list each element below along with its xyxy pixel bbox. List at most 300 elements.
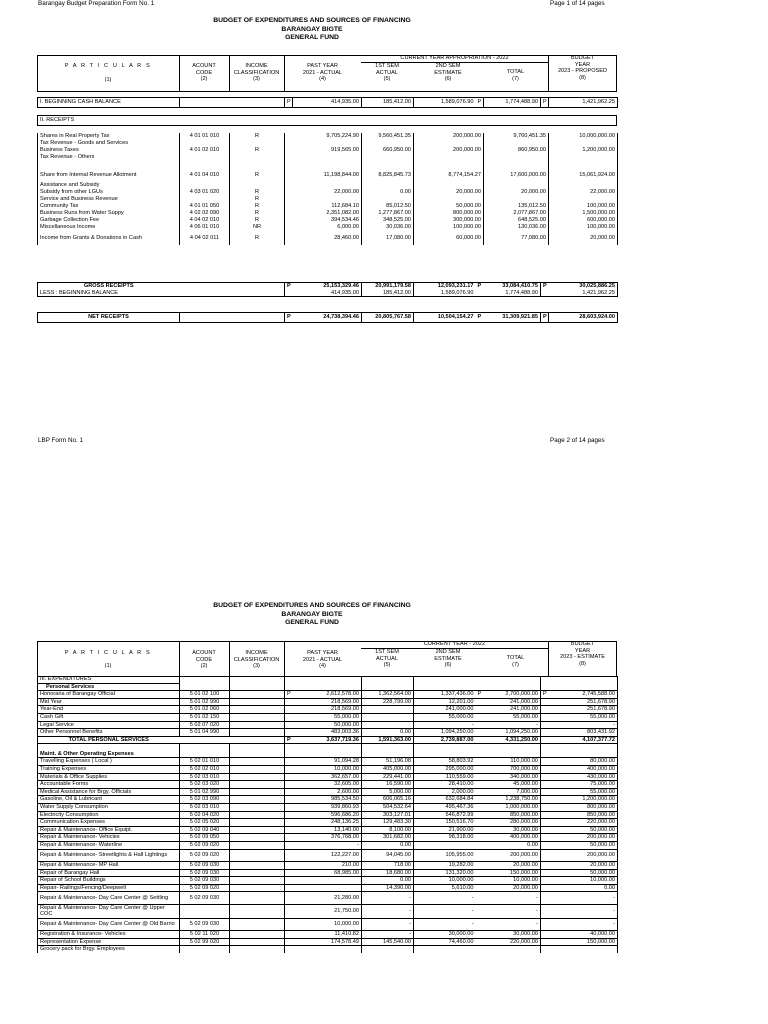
cell-cls — [230, 182, 285, 189]
peso-sign — [476, 773, 484, 781]
cell-total: 110,000.00 — [484, 758, 541, 766]
empty-cell — [38, 744, 180, 751]
cell-code: 5 02 02 010 — [180, 766, 230, 774]
cell-sem2: 12,201.00 — [414, 698, 476, 706]
cell-sem1: 129,483.30 — [362, 819, 414, 827]
mooe-row — [38, 819, 618, 827]
peso-sign — [285, 946, 293, 953]
cell-budget: 10,000.00 — [549, 877, 618, 885]
cell-past: 32,605.00 — [293, 781, 362, 789]
cell-sem1: 185,412.00 — [362, 290, 414, 297]
cell-class — [230, 931, 285, 939]
peso-sign — [541, 938, 549, 946]
cell-budget — [549, 946, 618, 953]
cell-class — [230, 804, 285, 812]
col-label: BUDGET — [570, 641, 595, 647]
cell-sem1: - — [362, 931, 414, 939]
col-label: 1ST SEM — [375, 649, 399, 655]
form-name: Barangay Budget Preparation Form No. 1 — [38, 0, 155, 7]
cell-code — [180, 182, 230, 189]
cell-past — [285, 182, 362, 189]
receipt-row — [38, 217, 618, 224]
cell-past: 376,768.00 — [293, 834, 362, 842]
spacer-row — [38, 744, 618, 751]
cell-code: 4 04 02 010 — [180, 217, 230, 224]
col-label: ACOUNT — [192, 63, 216, 69]
cell-past: 2,612,578.00 — [293, 691, 362, 699]
col-label: YEAR — [574, 647, 591, 654]
cell-sem2: 5,610.00 — [414, 884, 476, 892]
peso-sign — [285, 804, 293, 812]
cell-code — [180, 946, 230, 953]
cell-total: 1,000,000.00 — [484, 804, 541, 812]
cell-sem1: 20,991,179.58 — [362, 283, 414, 290]
mooe-row — [38, 826, 618, 834]
col-particulars-no: (1) — [104, 76, 112, 83]
peso-sign: P — [541, 283, 549, 290]
cell-past: 10,000.00 — [293, 766, 362, 774]
cell-sem1 — [362, 161, 414, 168]
peso-sign — [285, 862, 293, 870]
row-label: Other Personnel Benefits — [38, 729, 180, 737]
cell-sem2: 19,282.00 — [414, 862, 476, 870]
col-label: ACTUAL — [375, 655, 399, 662]
cell-cls — [230, 161, 285, 168]
cell-sem1: 606,065.16 — [362, 796, 414, 804]
peso-sign — [285, 938, 293, 946]
cell-budget: 1,500,000.00 — [549, 210, 618, 217]
cell-budget: 50,000.00 — [549, 841, 618, 849]
cell-total: 31,309,921.85 — [484, 313, 541, 323]
cell-budget: 200,000.00 — [549, 834, 618, 842]
col-label: TOTAL — [506, 655, 525, 661]
cell-class — [230, 788, 285, 796]
cell-cls: R — [230, 217, 285, 224]
cell-total: 860,950.00 — [484, 147, 549, 154]
empty-cell — [180, 744, 230, 751]
cell-total: - — [484, 892, 541, 905]
cell-code: 4 06 01 010 — [180, 224, 230, 231]
peso-sign — [476, 698, 484, 706]
receipt-row — [38, 203, 618, 210]
cell-class — [230, 691, 285, 699]
cell-total: 9,760,451.35 — [484, 133, 549, 140]
cell-sem2: 10,504,154.27 — [414, 313, 476, 323]
receipts-label: II. RECEIPTS — [40, 117, 75, 123]
peso-sign — [541, 869, 549, 877]
row-label: Income from Grants & Donations in Cash — [38, 231, 180, 245]
row-label: Grocery pack for Brgy. Employees — [38, 946, 180, 953]
row-label: NET RECEIPTS — [38, 313, 180, 323]
receipt-row — [38, 189, 618, 196]
peso-sign — [541, 877, 549, 885]
cell-total — [484, 161, 549, 168]
cell-budget: 200,000.00 — [549, 849, 618, 862]
col-no: (5) — [383, 662, 391, 669]
cell-budget: 150,000.00 — [549, 938, 618, 946]
cell-past: - — [293, 841, 362, 849]
cell-code: 5 01 02 990 — [180, 698, 230, 706]
cell-sem2: 110,559.00 — [414, 773, 476, 781]
beginning-balance-table — [37, 97, 618, 108]
cell-past: 919,565.00 — [285, 147, 362, 154]
cell-sem1 — [362, 946, 414, 953]
cell-total: 1,774,488.90 — [484, 290, 541, 297]
cell-total: - — [484, 721, 541, 729]
cell-sem2: 546,872.99 — [414, 811, 476, 819]
cell-class — [230, 713, 285, 721]
cell-total: 20,000.00 — [484, 862, 541, 870]
cell-code: 5 01 02 100 — [180, 691, 230, 699]
cell-past: 394,534.46 — [285, 217, 362, 224]
cell-cls: R — [230, 168, 285, 182]
peso-sign: P — [285, 691, 293, 699]
cell-sem2: 2,000.00 — [414, 788, 476, 796]
col-no: (2) — [200, 663, 208, 670]
peso-sign — [285, 721, 293, 729]
cell-budget: 600,000.00 — [549, 217, 618, 224]
row-label: Repair & Maintenance- Day Care Center @ Upper COC — [38, 904, 180, 918]
col-label: YEAR — [574, 61, 591, 68]
peso-sign — [476, 877, 484, 885]
cell-class — [230, 938, 285, 946]
title-line: BARANGAY BIGTE — [281, 610, 343, 618]
cell-budget: 0.00 — [549, 884, 618, 892]
peso-sign — [476, 736, 484, 744]
cell-past: 91,094.28 — [293, 758, 362, 766]
peso-sign — [285, 841, 293, 849]
cell-total: 400,000.00 — [484, 834, 541, 842]
empty-cell — [476, 744, 484, 751]
cell-sem1: 0.00 — [362, 841, 414, 849]
cell-code: 5 02 09 030 — [180, 877, 230, 885]
title-line: BUDGET OF EXPENDITURES AND SOURCES OF FINANCING — [213, 602, 411, 609]
mooe-row — [38, 796, 618, 804]
cell-sem2: 28,410.00 — [414, 781, 476, 789]
cell-past: 2,351,082.00 — [285, 210, 362, 217]
cell-past: 25,153,329.46 — [293, 283, 362, 290]
cell-class — [230, 869, 285, 877]
cell-budget: - — [549, 904, 618, 918]
mooe-row — [38, 766, 618, 774]
empty-cell — [230, 751, 285, 758]
cell-budget: 1,421,962.25 — [549, 98, 618, 108]
cell-total: 0.00 — [484, 841, 541, 849]
cell-class — [230, 877, 285, 885]
cell-class — [230, 892, 285, 905]
peso-sign — [541, 811, 549, 819]
cell-past: 248,136.25 — [293, 819, 362, 827]
cell-code: 5 02 03 020 — [180, 781, 230, 789]
cell-sem2: 295,000.00 — [414, 766, 476, 774]
cell-sem2: 150,516.70 — [414, 819, 476, 827]
peso-sign: P — [476, 98, 484, 108]
peso-sign — [541, 946, 549, 953]
empty-cell — [285, 751, 293, 758]
cell-past: 362,657.00 — [293, 773, 362, 781]
cell-class — [230, 819, 285, 827]
empty-cell — [293, 751, 362, 758]
cell-code — [180, 154, 230, 161]
cell-budget — [549, 182, 618, 189]
empty-cell — [549, 751, 618, 758]
row-label: Materials & Office Supplies — [38, 773, 180, 781]
cell-budget: 55,000.00 — [549, 788, 618, 796]
cell-budget: 1,200,000.00 — [549, 796, 618, 804]
cell-class — [230, 781, 285, 789]
cell-sem1: 301,682.00 — [362, 834, 414, 842]
cell-sem1: 8,825,845.73 — [362, 168, 414, 182]
cell-budget: 10,000,000.00 — [549, 133, 618, 140]
peso-sign — [476, 706, 484, 714]
peso-sign: P — [476, 283, 484, 290]
col-label: CLASSIFICATION — [233, 69, 280, 76]
cell-sem2 — [414, 946, 476, 953]
empty-cell — [293, 744, 362, 751]
col-particulars-no: (1) — [104, 662, 112, 669]
cell-class — [230, 758, 285, 766]
cell-sem1 — [362, 713, 414, 721]
cell-code: 4 04 02 011 — [180, 231, 230, 245]
cell-sem1: - — [362, 918, 414, 931]
row-label: Repair & Maintenance- MP Hall — [38, 862, 180, 870]
cell-past: 483,003.36 — [293, 729, 362, 737]
empty-cell — [484, 751, 541, 758]
cell-budget: 251,678.90 — [549, 698, 618, 706]
title-line: BARANGAY BIGTE — [281, 25, 343, 33]
cell-sem1: 405,000.00 — [362, 766, 414, 774]
row-label: Repair & Maintenance- Day Care Center @ Old Barrio — [38, 918, 180, 931]
peso-sign — [285, 773, 293, 781]
cell-total: 130,036.00 — [484, 224, 549, 231]
cell-budget: 22,000.00 — [549, 189, 618, 196]
cell-total: 850,000.00 — [484, 811, 541, 819]
cell-cls: R — [230, 203, 285, 210]
receipt-row — [38, 168, 618, 182]
cell-cls: R — [230, 231, 285, 245]
row-label: Water Supply Consumption — [38, 804, 180, 812]
cell-sem2: 30,000.00 — [414, 931, 476, 939]
cell-sem1: 348,525.00 — [362, 217, 414, 224]
cell-sem2: 1,337,436.00 — [414, 691, 476, 699]
col-no: (4) — [319, 76, 326, 83]
cell-budget — [549, 196, 618, 203]
cell-sem2 — [414, 140, 484, 147]
mooe-row — [38, 788, 618, 796]
cell-cls — [230, 154, 285, 161]
peso-sign — [476, 884, 484, 892]
cell-sem2: 300,000.00 — [414, 217, 484, 224]
cell-sem2: 10,000.00 — [414, 877, 476, 885]
peso-sign — [541, 841, 549, 849]
row-label: LESS : BEGINNING BALANCE — [38, 290, 180, 297]
cell-code: 4 01 01 010 — [180, 133, 230, 140]
cell-sem1: 0.00 — [362, 729, 414, 737]
peso-sign — [541, 796, 549, 804]
row-label: Miscellaneous Income — [38, 224, 180, 231]
col-label: CLASSIFICATION — [233, 656, 280, 663]
peso-sign — [476, 766, 484, 774]
col-label: BUDGET — [570, 55, 595, 61]
row-label: Subsidy from other LGUs — [38, 189, 180, 196]
cell-sem1: 1,277,867.00 — [362, 210, 414, 217]
col-no: (6) — [444, 76, 452, 83]
cell-sem1: - — [362, 892, 414, 905]
peso-sign — [541, 804, 549, 812]
col-label: PAST YEAR — [307, 650, 338, 656]
cell-total: 30,000.00 — [484, 826, 541, 834]
cell-code: 5 02 09 030 — [180, 862, 230, 870]
cell-class — [230, 826, 285, 834]
cell-total: 77,080.00 — [484, 231, 549, 245]
col-sem1 — [361, 649, 413, 669]
cell-past: 174,578.49 — [293, 938, 362, 946]
cell-code — [180, 140, 230, 147]
row-label: Registration & Insurance- Vehicles — [38, 931, 180, 939]
cell-sem2: 632,684.84 — [414, 796, 476, 804]
peso-sign — [285, 931, 293, 939]
cell-sem1 — [362, 706, 414, 714]
col-label: 2023 - ESTIMATE — [560, 654, 605, 661]
receipt-row — [38, 231, 618, 245]
col-sem2 — [413, 649, 483, 669]
cell-sem1 — [362, 140, 414, 147]
row-label: Legal Service — [38, 721, 180, 729]
col-no: (6) — [444, 662, 452, 669]
cell-cls: NR — [230, 224, 285, 231]
col-label: 2ND SEM — [435, 63, 461, 69]
row-label: Repair & Maintenance- Vehicles — [38, 834, 180, 842]
peso-sign — [541, 729, 549, 737]
cell-total: - — [484, 904, 541, 918]
cell-budget: 4,107,377.72 — [549, 736, 618, 744]
cell-past — [285, 140, 362, 147]
peso-sign: P — [285, 98, 293, 108]
receipt-row — [38, 161, 618, 168]
row-label: Shares in Real Property Tax — [38, 133, 180, 140]
cell-past: 218,569.00 — [293, 698, 362, 706]
cell-code — [180, 161, 230, 168]
cell-code: 5 02 09 030 — [180, 892, 230, 905]
mooe-row — [38, 841, 618, 849]
peso-sign: P — [541, 691, 549, 699]
row-label: Repair & Maintenance- Waterline — [38, 841, 180, 849]
col-label: 2023 - PROPOSED — [557, 68, 608, 75]
cell-sem2: 55,000.00 — [414, 713, 476, 721]
cell-budget — [549, 161, 618, 168]
cell-past: 55,000.00 — [293, 713, 362, 721]
col-past-year — [284, 63, 361, 83]
expenditures-label-row — [38, 676, 618, 683]
peso-sign — [285, 781, 293, 789]
peso-sign — [476, 931, 484, 939]
cell-sem2: 60,000.00 — [414, 231, 484, 245]
col-label: ESTIMATE — [434, 655, 462, 662]
col-account-code — [179, 63, 229, 83]
cell-sem1: 504,532.64 — [362, 804, 414, 812]
mooe-label-row — [38, 751, 618, 758]
peso-sign — [541, 862, 549, 870]
row-label: I. BEGINNING CASH BALANCE — [38, 98, 180, 108]
net-receipts-table — [37, 312, 618, 323]
empty-cell — [476, 751, 484, 758]
form-name: LBP Form No. 1 — [38, 437, 84, 444]
cell-budget — [549, 154, 618, 161]
cell-sem1: 229,441.00 — [362, 773, 414, 781]
peso-sign — [541, 698, 549, 706]
row-label: Business Runs from Water Suppy — [38, 210, 180, 217]
expenditures-table — [37, 676, 618, 953]
col-label: ACOUNT — [192, 650, 216, 656]
col-label: 1ST SEM — [375, 63, 399, 69]
cell-sem1: 94,045.00 — [362, 849, 414, 862]
cell-class — [230, 918, 285, 931]
col-budget — [548, 55, 617, 81]
cell-sem1: 85,012.50 — [362, 203, 414, 210]
peso-sign — [541, 706, 549, 714]
cell-code: 5 02 03 010 — [180, 804, 230, 812]
mooe-row — [38, 781, 618, 789]
cell-sem2 — [414, 154, 484, 161]
peso-sign — [476, 841, 484, 849]
row-label: Repair & Maintenance- Day Care Center @ Settling — [38, 892, 180, 905]
cell-past: 3,637,719.36 — [293, 736, 362, 744]
cell-sem2: 8,774,154.27 — [414, 168, 484, 182]
cell-code: 4 02 02 090 — [180, 210, 230, 217]
cell-budget: - — [549, 892, 618, 905]
row-label: Electricity Consumption — [38, 811, 180, 819]
cell-sem2 — [414, 182, 484, 189]
peso-sign — [541, 758, 549, 766]
peso-sign — [476, 781, 484, 789]
cell-total: 4,331,250.00 — [484, 736, 541, 744]
cell-past: 596,686.20 — [293, 811, 362, 819]
cell-sem2 — [414, 196, 484, 203]
cell-class — [230, 766, 285, 774]
receipt-row — [38, 210, 618, 217]
peso-sign — [541, 834, 549, 842]
peso-sign — [476, 729, 484, 737]
peso-sign — [285, 811, 293, 819]
cell-sem2: 131,320.00 — [414, 869, 476, 877]
cell-class — [230, 811, 285, 819]
cell-cls: R — [230, 133, 285, 140]
cell-past: 112,684.10 — [285, 203, 362, 210]
cell-past — [293, 877, 362, 885]
mooe-row — [38, 931, 618, 939]
empty-cell — [362, 744, 414, 751]
cell-total: 55,000.00 — [484, 713, 541, 721]
row-label: GROSS RECEIPTS — [38, 283, 180, 290]
peso-sign — [541, 892, 549, 905]
col-label: ACTUAL — [375, 69, 399, 76]
cell-sem2: 20,000.00 — [414, 189, 484, 196]
peso-sign — [541, 736, 549, 744]
row-label: Service and Business Revenue — [38, 196, 180, 203]
peso-sign: P — [285, 283, 293, 290]
cell-sem1: 228,799.00 — [362, 698, 414, 706]
cell-class — [230, 698, 285, 706]
col-no: (4) — [319, 663, 326, 670]
cell-code: 4 01 01 050 — [180, 203, 230, 210]
col-label: 2021 - ACTUAL — [302, 69, 343, 76]
page-number: Page 2 of 14 pages — [550, 437, 605, 444]
col-label: PAST YEAR — [307, 63, 338, 69]
cell-past — [285, 154, 362, 161]
row-label: Year-End — [38, 706, 180, 714]
peso-sign: P — [285, 736, 293, 744]
cell-past: 21,750.00 — [293, 904, 362, 918]
